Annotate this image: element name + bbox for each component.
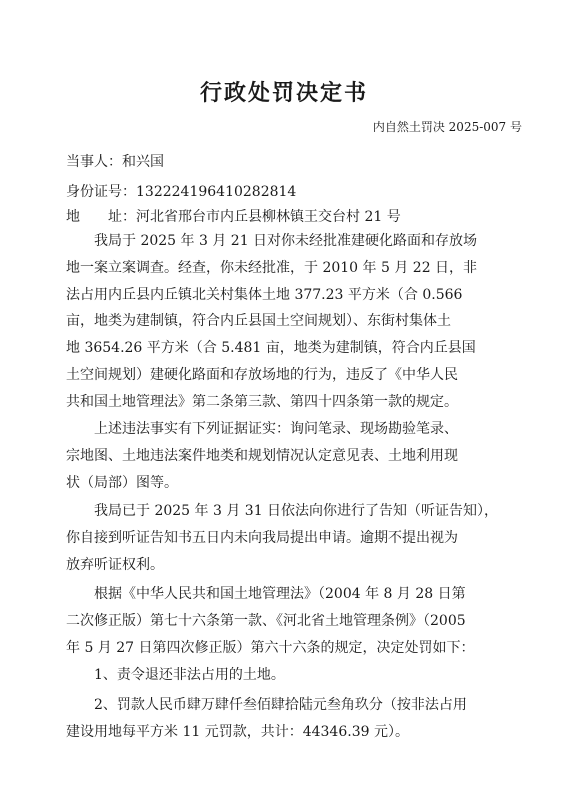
document-title: 行政处罚决定书 <box>199 81 368 106</box>
penalty-item-1 <box>66 662 514 689</box>
paragraph-line: 年 5 月 27 日第四次修正版）第六十六条的规定，决定处罚如下： <box>66 639 475 656</box>
paragraph-line: 宗地图、土地违法案件地类和规划情况认定意见表、土地利用现 <box>66 447 458 464</box>
party-line: 当事人：和兴国 <box>66 154 164 170</box>
paragraph-line: 地 3654.26 平方米（合 5.481 亩，地类为建制镇，符合内丘县国 <box>66 340 476 357</box>
paragraph-case-facts <box>66 228 514 416</box>
paragraph-line: 土空间规划）建硬化路面和存放场地的行为，违反了《中华人民 <box>66 366 458 383</box>
paragraph-line: 共和国土地管理法》第二条第三款、第四十四条第一款的规定。 <box>66 393 458 410</box>
id-number-line: 身份证号：132224196410282814 <box>66 184 297 200</box>
paragraph-line: 法占用内丘县内丘镇北关村集体土地 377.23 平方米（合 0.566 <box>66 286 463 303</box>
paragraph-line: 放弃听证权利。 <box>66 556 164 573</box>
paragraph-line: 我局已于 2025 年 3 月 31 日依法向你进行了告知（听证告知）， <box>66 503 499 519</box>
paragraph-line: 根据《中华人民共和国土地管理法》（2004 年 8 月 28 日第 <box>66 586 466 602</box>
paragraph-line: 1、责令退还非法占用的土地。 <box>66 667 285 683</box>
paragraph-line: 建设用地每平方米 11 元罚款，共计：44346.39 元）。 <box>66 723 409 740</box>
paragraph-evidence <box>66 416 514 496</box>
address-line: 地 址：河北省邢台市内丘县柳林镇王交台村 21 号 <box>66 209 401 225</box>
paragraph-line: 状（局部）图等。 <box>66 474 178 491</box>
paragraph-line: 亩，地类为建制镇，符合内丘县国土空间规划）、东街村集体土 <box>66 313 451 330</box>
paragraph-line: 我局于 2025 年 3 月 21 日对你未经批准建硬化路面和存放场 <box>66 233 478 249</box>
paragraph-notification <box>66 498 514 578</box>
paragraph-line: 你自接到听证告知书五日内未向我局提出申请。逾期不提出视为 <box>66 529 458 546</box>
paragraph-line: 上述违法事实有下列证据证实：询问笔录、现场勘验笔录、 <box>66 421 458 437</box>
penalty-item-2 <box>66 692 514 746</box>
paragraph-legal-basis <box>66 581 514 661</box>
paragraph-line: 地一案立案调查。经查，你未经批准，于 2010 年 5 月 22 日，非 <box>66 259 478 276</box>
document-number: 内自然土罚决 2025-007 号 <box>372 120 522 134</box>
paragraph-line: 2、罚款人民币肆万肆仟叁佰肆拾陆元叁角玖分（按非法占用 <box>66 697 467 713</box>
paragraph-line: 二次修正版）第七十六条第一款、《河北省土地管理条例》（2005 <box>66 612 466 629</box>
